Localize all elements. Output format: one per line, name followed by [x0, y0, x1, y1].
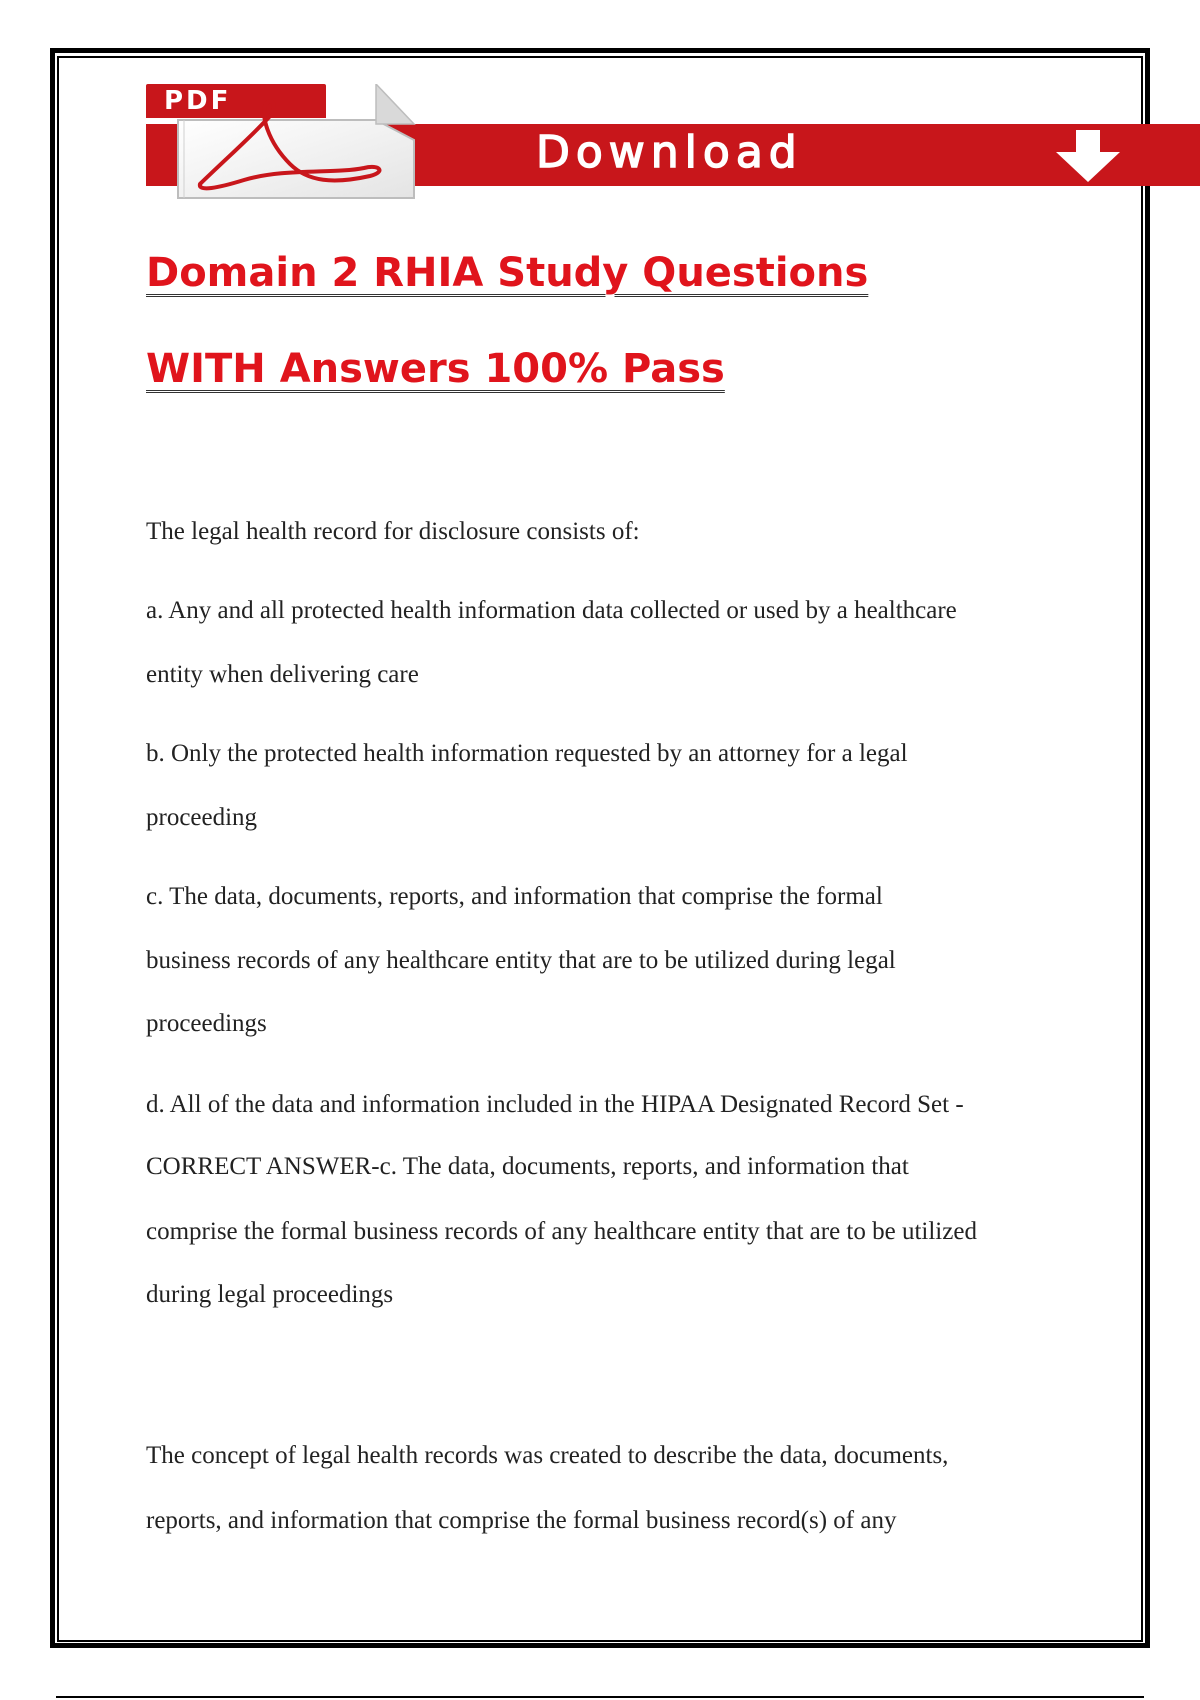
- pdf-document-icon: [174, 84, 416, 200]
- option-b-line-1: b. Only the protected health information requested by an attorney for a legal: [146, 740, 908, 767]
- document-title-line-1: Domain 2 RHIA Study Questions: [146, 250, 869, 296]
- option-c-line-2: business records of any healthcare entity that are to be utilized during legal: [146, 947, 896, 974]
- option-b-line-2: proceeding: [146, 804, 258, 831]
- option-a-line-1: a. Any and all protected health information data collected or used by a healthcare: [146, 597, 957, 624]
- download-arrow-icon[interactable]: [1050, 128, 1126, 184]
- option-a-line-2: entity when delivering care: [146, 661, 419, 688]
- bottom-rule: [56, 1696, 1144, 1698]
- pdf-label: PDF: [164, 86, 232, 116]
- correct-answer-line-2: comprise the formal business records of any healthcare entity that are to be utilized: [146, 1218, 977, 1245]
- question-text: The legal health record for disclosure consists of:: [146, 518, 640, 545]
- paragraph-line-2: reports, and information that comprise the formal business record(s) of any: [146, 1507, 897, 1534]
- correct-answer-line-3: during legal proceedings: [146, 1281, 394, 1308]
- option-d-line-1: d. All of the data and information included in the HIPAA Designated Record Set -: [146, 1091, 964, 1118]
- download-label[interactable]: Download: [536, 127, 803, 178]
- correct-answer-line-1: CORRECT ANSWER-c. The data, documents, reports, and information that: [146, 1153, 909, 1180]
- document-title-line-2: WITH Answers 100% Pass: [146, 346, 725, 392]
- option-c-line-1: c. The data, documents, reports, and information that comprise the formal: [146, 883, 883, 910]
- option-c-line-3: proceedings: [146, 1010, 267, 1037]
- paragraph-line-1: The concept of legal health records was created to describe the data, documents,: [146, 1442, 949, 1469]
